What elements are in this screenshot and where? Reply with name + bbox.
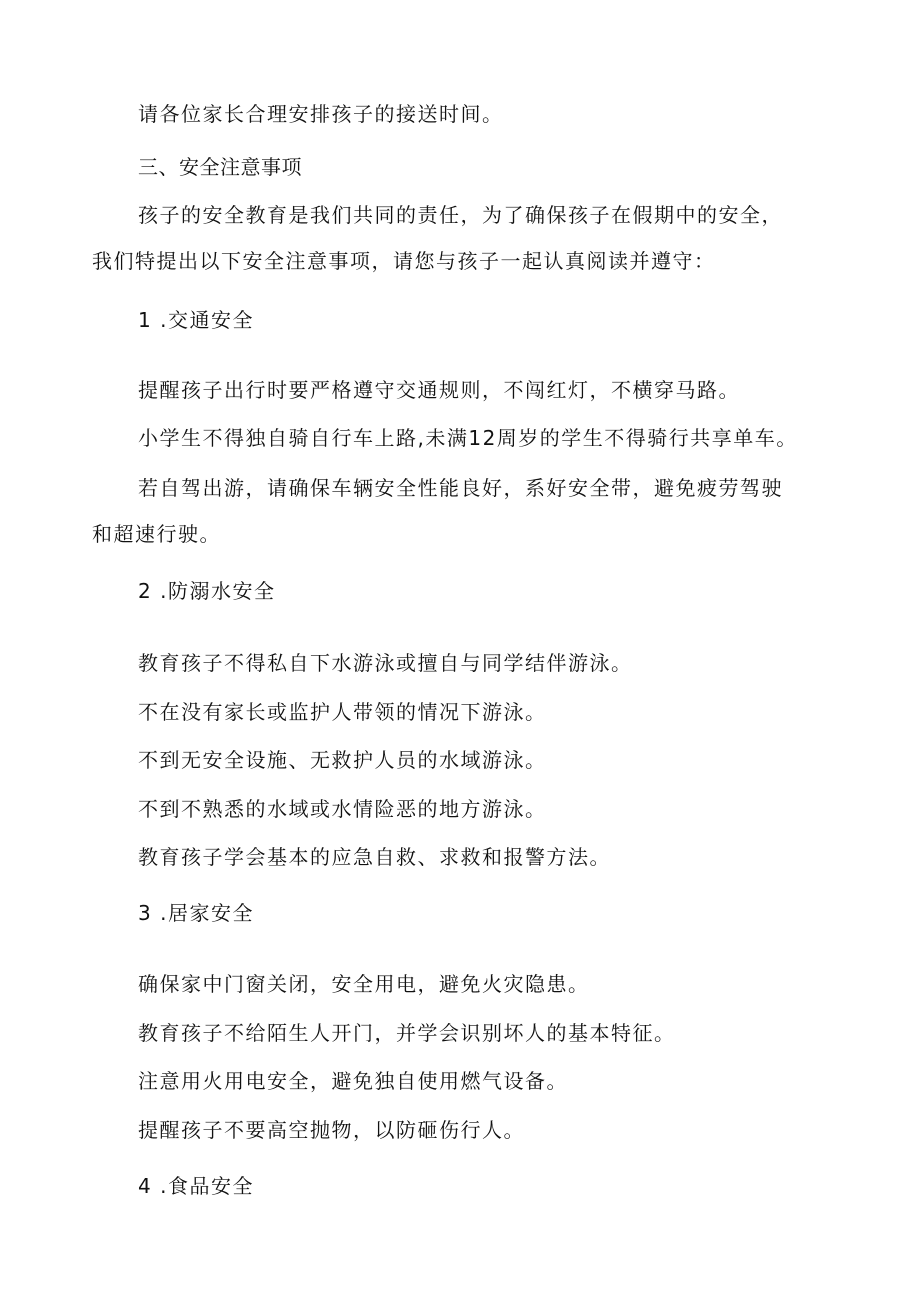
drowning-item-5: 教育孩子学会基本的应急自救、求救和报警方法。 — [138, 845, 611, 869]
drowning-item-2: 不在没有家长或监护人带领的情况下游泳。 — [138, 700, 547, 724]
traffic-item-2: 小学生不得独自骑自行车上路,未满12周岁的学生不得骑行共享单车。 — [138, 426, 798, 450]
subheading-home-safety: 3 .居家安全 — [138, 901, 254, 925]
drowning-item-1: 教育孩子不得私自下水游泳或擅自与同学结伴游泳。 — [138, 651, 633, 675]
section-heading-safety: 三、安全注意事项 — [138, 155, 302, 179]
traffic-item-3-line-2: 和超速行驶。 — [92, 522, 221, 546]
home-item-1: 确保家中门窗关闭，安全用电，避免火灾隐患。 — [138, 972, 590, 996]
drowning-item-3: 不到无安全设施、无救护人员的水域游泳。 — [138, 748, 547, 772]
subheading-drowning-safety: 2 .防溺水安全 — [138, 579, 276, 603]
paragraph-pickup-time: 请各位家长合理安排孩子的接送时间。 — [138, 102, 504, 126]
subheading-food-safety: 4 .食品安全 — [138, 1174, 254, 1198]
home-item-4: 提醒孩子不要高空抛物，以防砸伤行人。 — [138, 1118, 525, 1142]
traffic-item-1: 提醒孩子出行时要严格遵守交通规则，不闯红灯，不横穿马路。 — [138, 378, 740, 402]
paragraph-intro-line-1: 孩子的安全教育是我们共同的责任，为了确保孩子在假期中的安全， — [138, 203, 783, 227]
subheading-traffic-safety: 1 .交通安全 — [138, 308, 254, 332]
home-item-3: 注意用火用电安全，避免独自使用燃气设备。 — [138, 1069, 568, 1093]
home-item-2: 教育孩子不给陌生人开门，并学会识别坏人的基本特征。 — [138, 1021, 676, 1045]
paragraph-intro-line-2: 我们特提出以下安全注意事项，请您与孩子一起认真阅读并遵守： — [92, 249, 716, 273]
drowning-item-4: 不到不熟悉的水域或水情险恶的地方游泳。 — [138, 797, 547, 821]
traffic-item-3-line-1: 若自驾出游，请确保车辆安全性能良好，系好安全带，避免疲劳驾驶 — [138, 476, 783, 500]
